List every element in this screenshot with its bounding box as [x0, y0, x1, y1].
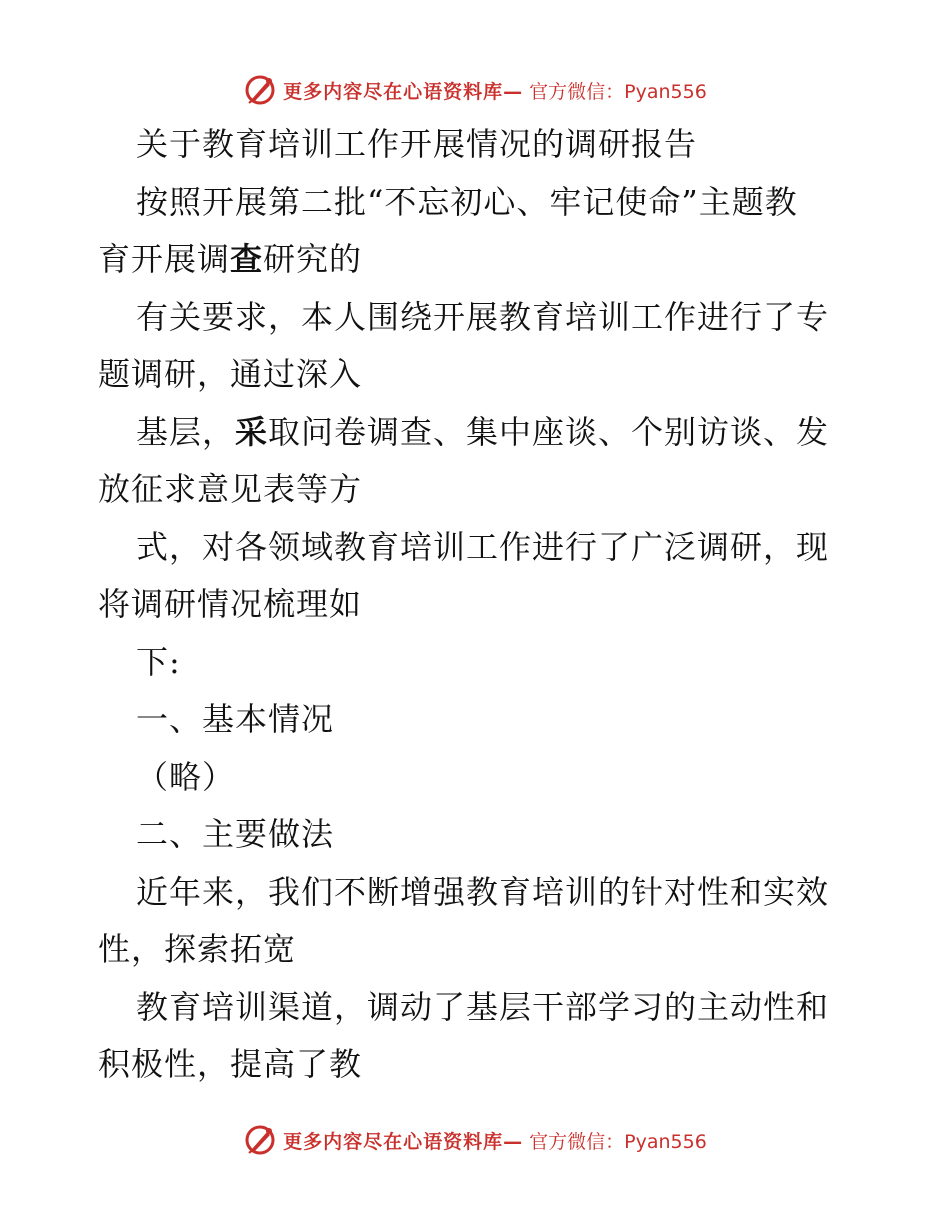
paragraph-line [98, 404, 858, 462]
paragraph-line: 积极性，提高了教 [98, 1045, 363, 1083]
paragraph-line: 式，对各领域教育培训工作进行了广泛调研，现 [136, 527, 830, 566]
paragraph-line: 按照开展第二批“不忘初心、牢记使命”主题教 [136, 182, 798, 221]
document-title: 关于教育培训工作开展情况的调研报告 [136, 125, 698, 163]
paragraph-line: 教育培训渠道，调动了基层干部学习的主动性和 [136, 987, 830, 1026]
paragraph-line: 下: [136, 642, 181, 681]
document-body [98, 116, 858, 1094]
highlight-char: 查 [230, 240, 264, 278]
paragraph-line: 性，探索拓宽 [98, 930, 297, 968]
paragraph-line: 近年来，我们不断增强教育培训的针对性和实效 [136, 872, 830, 911]
section-note: （略） [136, 757, 236, 796]
paragraph-line: 放征求意见表等方 [98, 470, 363, 508]
header-banner [0, 70, 950, 110]
paragraph-line: 题调研，通过深入 [98, 355, 363, 393]
text-span: 基层， [136, 412, 236, 451]
banner-contact: 官方微信：Pyan556 [529, 80, 707, 103]
text-span: 取问卷调查、集中座谈、个别访谈、发 [268, 412, 830, 451]
footer-banner [0, 1120, 950, 1160]
text-span: 研究的 [263, 240, 363, 278]
quill-logo-icon [243, 1123, 277, 1157]
paragraph-line: 将调研情况梳理如 [98, 585, 363, 623]
text-span: 育开展调 [98, 240, 231, 278]
quill-logo-icon [243, 73, 277, 107]
paragraph-line [98, 231, 858, 289]
paragraph-line: 有关要求，本人围绕开展教育培训工作进行了专 [136, 297, 830, 336]
highlight-char: 采 [235, 412, 269, 451]
banner-text: 更多内容尽在心语资料库— [283, 1130, 524, 1153]
section-heading: 二、主要做法 [136, 815, 335, 853]
section-heading: 一、基本情况 [136, 700, 335, 738]
banner-contact: 官方微信：Pyan556 [529, 1130, 707, 1153]
banner-text: 更多内容尽在心语资料库— [283, 80, 524, 103]
